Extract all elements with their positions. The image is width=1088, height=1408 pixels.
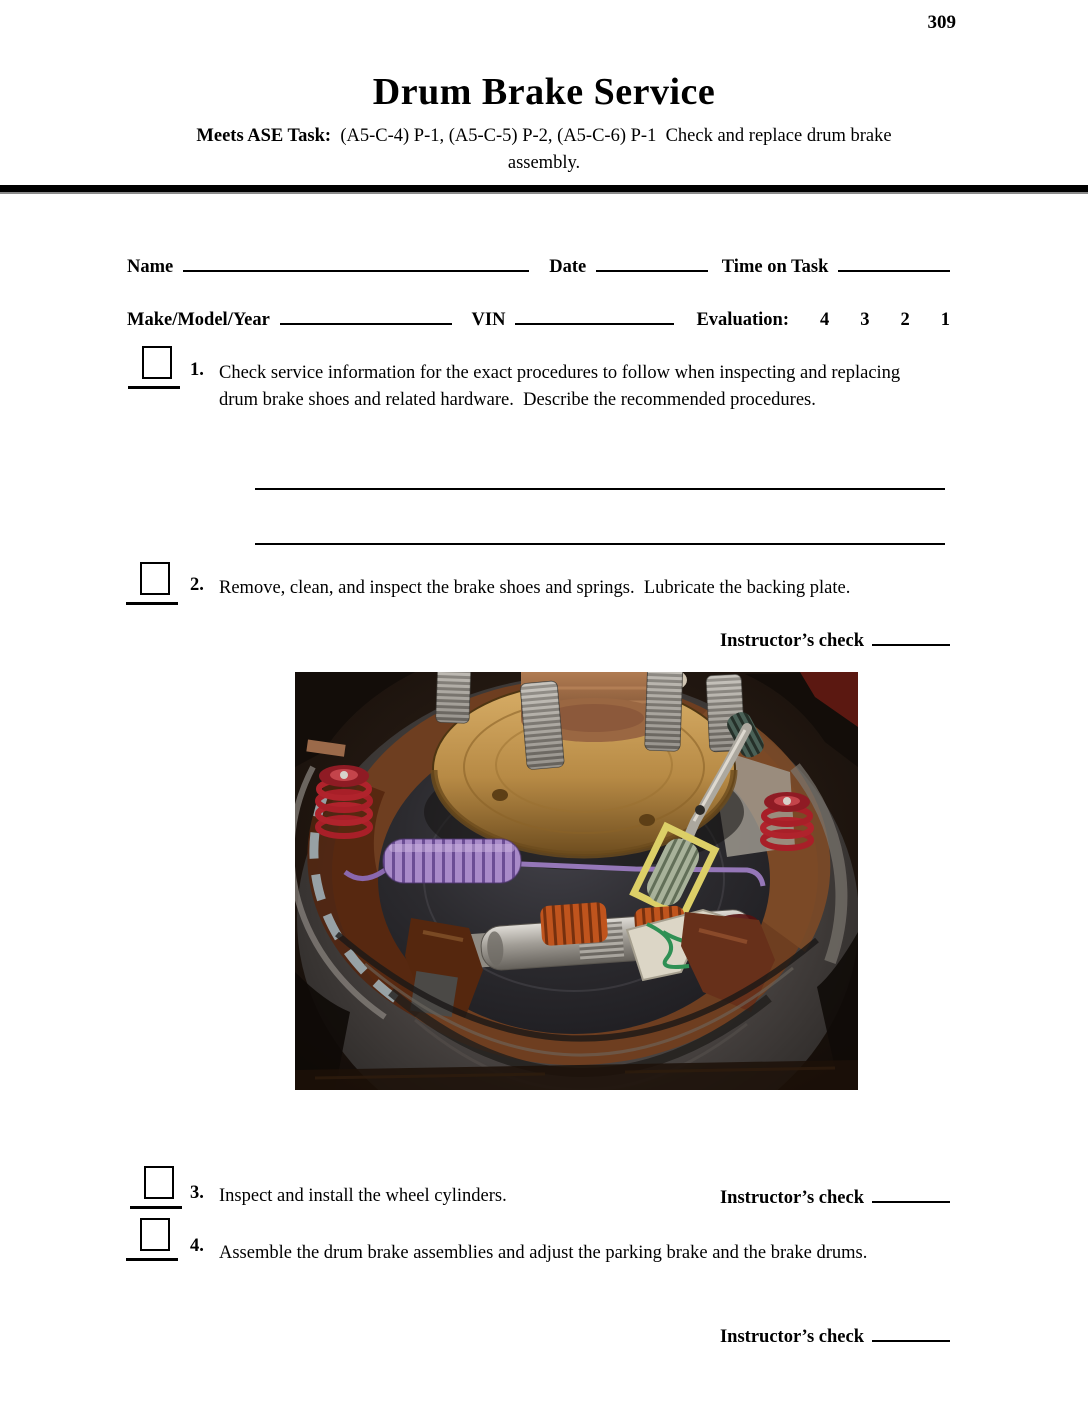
drum-brake-photo-svg [295, 672, 858, 1090]
task-4-text: Assemble the drum brake assemblies and adjust the parking brake and the brake drums. [219, 1243, 868, 1263]
instructor-check-field-3[interactable] [872, 1183, 950, 1203]
instructor-check-field-4[interactable] [872, 1322, 950, 1342]
task-4-checkbox[interactable] [140, 1218, 170, 1251]
task-2-checkline [126, 562, 178, 605]
task-4-number: 4. [190, 1236, 204, 1256]
instructor-check-label: Instructor’s check [719, 631, 864, 651]
make-model-year-label: Make/Model/Year [127, 310, 270, 330]
ase-task-continuation: assembly. [507, 153, 581, 173]
instructor-check-task-3 [720, 1183, 950, 1209]
task-2-text: Remove, clean, and inspect the brake shoes and springs. Lubricate the backing plate. [219, 578, 851, 598]
make-model-year-field[interactable] [280, 305, 452, 325]
instructor-check-label: Instructor’s check [719, 1327, 864, 1347]
drum-brake-photo [295, 672, 858, 1090]
task-1-checkline [128, 346, 180, 389]
header-divider-rule [0, 185, 1088, 194]
page-number: 309 [927, 12, 956, 33]
date-field[interactable] [596, 252, 708, 272]
date-label: Date [549, 257, 587, 277]
instructor-check-task-4 [720, 1322, 950, 1348]
instructor-check-field-2[interactable] [872, 626, 950, 646]
time-on-task-label: Time on Task [721, 257, 829, 277]
evaluation-value-3: 3 [860, 310, 870, 330]
page-title: Drum Brake Service [372, 71, 716, 113]
vin-field[interactable] [515, 305, 674, 325]
task-3-text: Inspect and install the wheel cylinders. [219, 1186, 507, 1206]
vehicle-row [127, 305, 950, 331]
name-date-row [127, 252, 950, 278]
name-field[interactable] [183, 252, 529, 272]
ase-task-line [0, 126, 1088, 147]
ase-task-text: (A5-C-4) P-1, (A5-C-5) P-2, (A5-C-6) P-1 Check and replace drum brake [331, 126, 892, 146]
instructor-check-label: Instructor’s check [719, 1188, 864, 1208]
task-1-text: Check service information for the exact procedures to follow when inspecting and replacing drum brake shoes and related hardware. Describe the recommended procedures. [219, 363, 905, 410]
evaluation-value-1: 1 [940, 310, 950, 330]
ase-task-label: Meets ASE Task: [196, 126, 332, 146]
task-3-number: 3. [190, 1183, 204, 1203]
evaluation-value-4: 4 [820, 310, 830, 330]
evaluation-label: Evaluation: [696, 310, 789, 330]
task-2-checkbox[interactable] [140, 562, 170, 595]
answer-line-1[interactable] [255, 488, 945, 490]
task-4-checkline [126, 1218, 178, 1261]
time-on-task-field[interactable] [838, 252, 950, 272]
task-3-checkline [130, 1166, 182, 1209]
evaluation-value-2: 2 [900, 310, 910, 330]
task-1-checkbox[interactable] [142, 346, 172, 379]
task-2-number: 2. [190, 575, 204, 595]
task-1-number: 1. [190, 360, 204, 380]
answer-line-2[interactable] [255, 543, 945, 545]
vin-label: VIN [471, 310, 506, 330]
instructor-check-task-2 [720, 626, 950, 652]
task-3-checkbox[interactable] [144, 1166, 174, 1199]
name-label: Name [127, 257, 174, 277]
